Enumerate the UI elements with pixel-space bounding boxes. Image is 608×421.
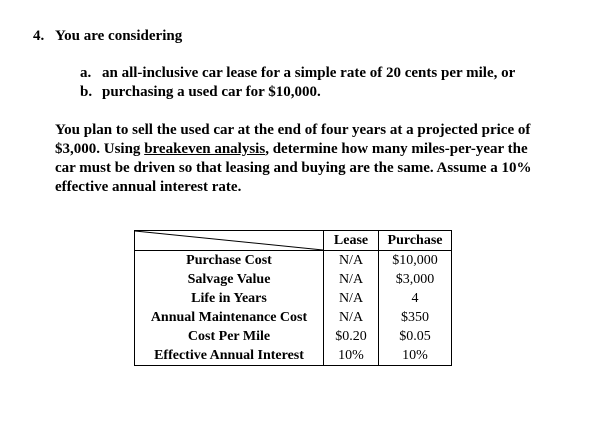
problem-heading [33,28,182,45]
statement-line-1: You plan to sell the used car at the end of four years at a projected price of [55,122,531,138]
option-a [80,64,515,83]
row-label: Purchase Cost [135,251,324,271]
lease-value: N/A [324,251,379,271]
statement-line-3: car must be driven so that leasing and buying are the same. Assume a 10% [55,160,532,176]
table-header-row [135,231,452,251]
lease-value: $0.20 [324,327,379,346]
statement-line-4: effective annual interest rate. [55,179,242,195]
purchase-value: $3,000 [379,270,452,289]
table-row [135,270,452,289]
options-list [80,64,515,102]
purchase-value: $350 [379,308,452,327]
cost-comparison-table [134,230,452,366]
lease-value: N/A [324,270,379,289]
purchase-value: 10% [379,346,452,366]
statement-line-2-end: , determine how many miles-per-year the [265,141,528,157]
purchase-value: 4 [379,289,452,308]
table-row [135,327,452,346]
table-row [135,346,452,366]
problem-number: 4. [33,28,45,44]
option-letter: b. [80,84,93,100]
problem-statement [55,121,585,197]
problem-title: You are considering [55,28,183,44]
statement-line-2 [55,140,585,159]
purchase-value: $10,000 [379,251,452,271]
row-label: Life in Years [135,289,324,308]
row-label: Annual Maintenance Cost [135,308,324,327]
header-purchase: Purchase [379,231,452,251]
option-text: an all-inclusive car lease for a simple rate of 20 cents per mile, or [102,65,516,81]
row-label: Salvage Value [135,270,324,289]
row-label: Cost Per Mile [135,327,324,346]
breakeven-analysis-term: breakeven analysis [144,141,266,157]
diagonal-line [135,231,323,250]
row-label: Effective Annual Interest [135,346,324,366]
purchase-value: $0.05 [379,327,452,346]
header-lease: Lease [324,231,379,251]
option-text: purchasing a used car for $10,000. [102,84,321,100]
statement-line-2-start: $3,000. Using [55,141,145,157]
lease-value: 10% [324,346,379,366]
lease-value: N/A [324,289,379,308]
table-corner-cell [135,231,324,251]
option-letter: a. [80,65,92,81]
table-row [135,308,452,327]
option-b [80,83,515,102]
table-row [135,289,452,308]
table-row [135,251,452,271]
lease-value: N/A [324,308,379,327]
